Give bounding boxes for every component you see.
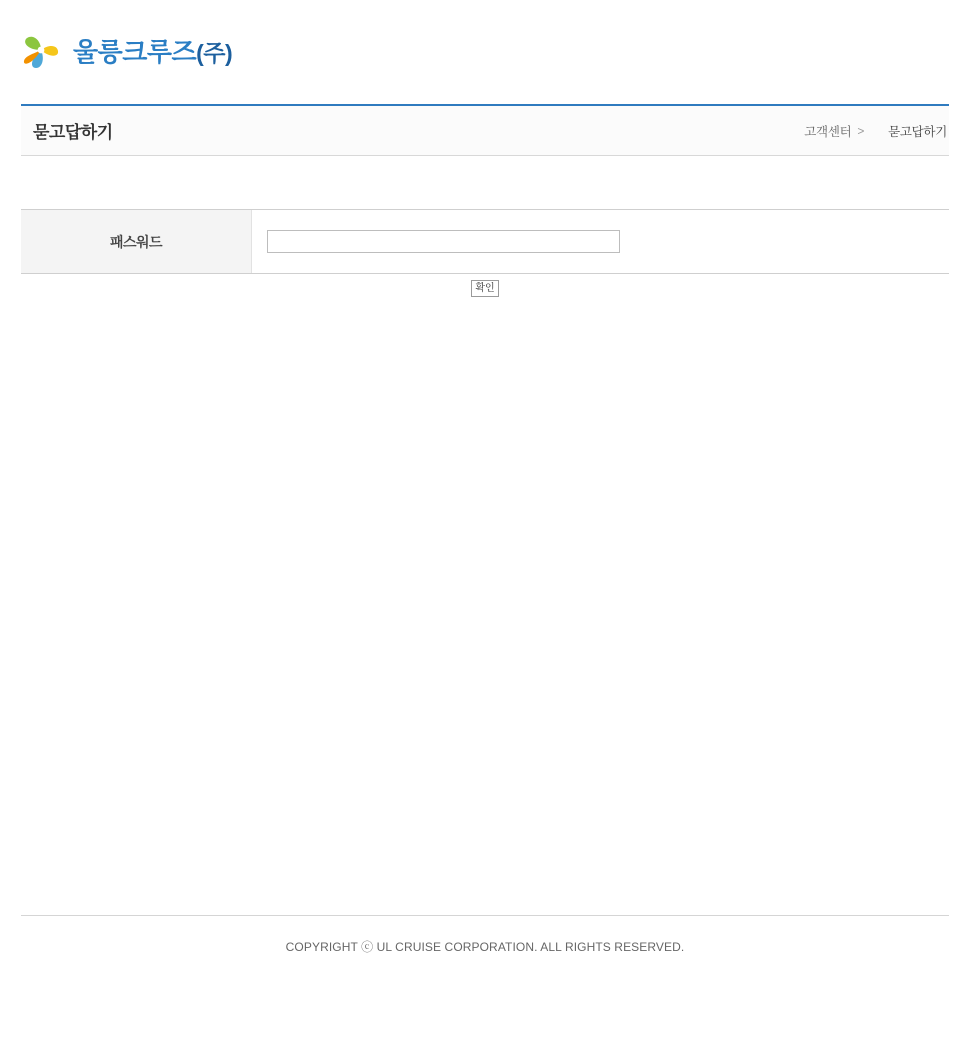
logo-suffix-text: (주) (196, 40, 233, 66)
site-header (0, 0, 970, 104)
submit-button[interactable]: 확인 (471, 280, 499, 297)
footer-divider (21, 915, 949, 916)
site-logo-text (73, 39, 232, 65)
page-title: 묻고답하기 (33, 123, 113, 142)
form-button-row (21, 280, 949, 297)
content-spacer (21, 156, 949, 209)
breadcrumb (804, 122, 947, 140)
footer-copyright: COPYRIGHT ⓒ UL CRUISE CORPORATION. ALL RIGHTS RESERVED. (285, 940, 685, 954)
breadcrumb-separator: > (857, 123, 865, 138)
password-field-cell (252, 210, 949, 273)
page-titlebar (21, 104, 949, 156)
flower-pinwheel-icon (21, 32, 63, 72)
main-content (21, 156, 949, 297)
password-label: 패스워드 (21, 210, 252, 273)
logo-main-text: 울릉크루즈 (73, 37, 197, 67)
password-form-table (21, 209, 949, 274)
breadcrumb-current: 묻고답하기 (888, 124, 947, 139)
password-input[interactable] (267, 230, 620, 253)
breadcrumb-parent[interactable]: 고객센터 (804, 124, 852, 139)
site-logo-link[interactable] (21, 32, 232, 72)
